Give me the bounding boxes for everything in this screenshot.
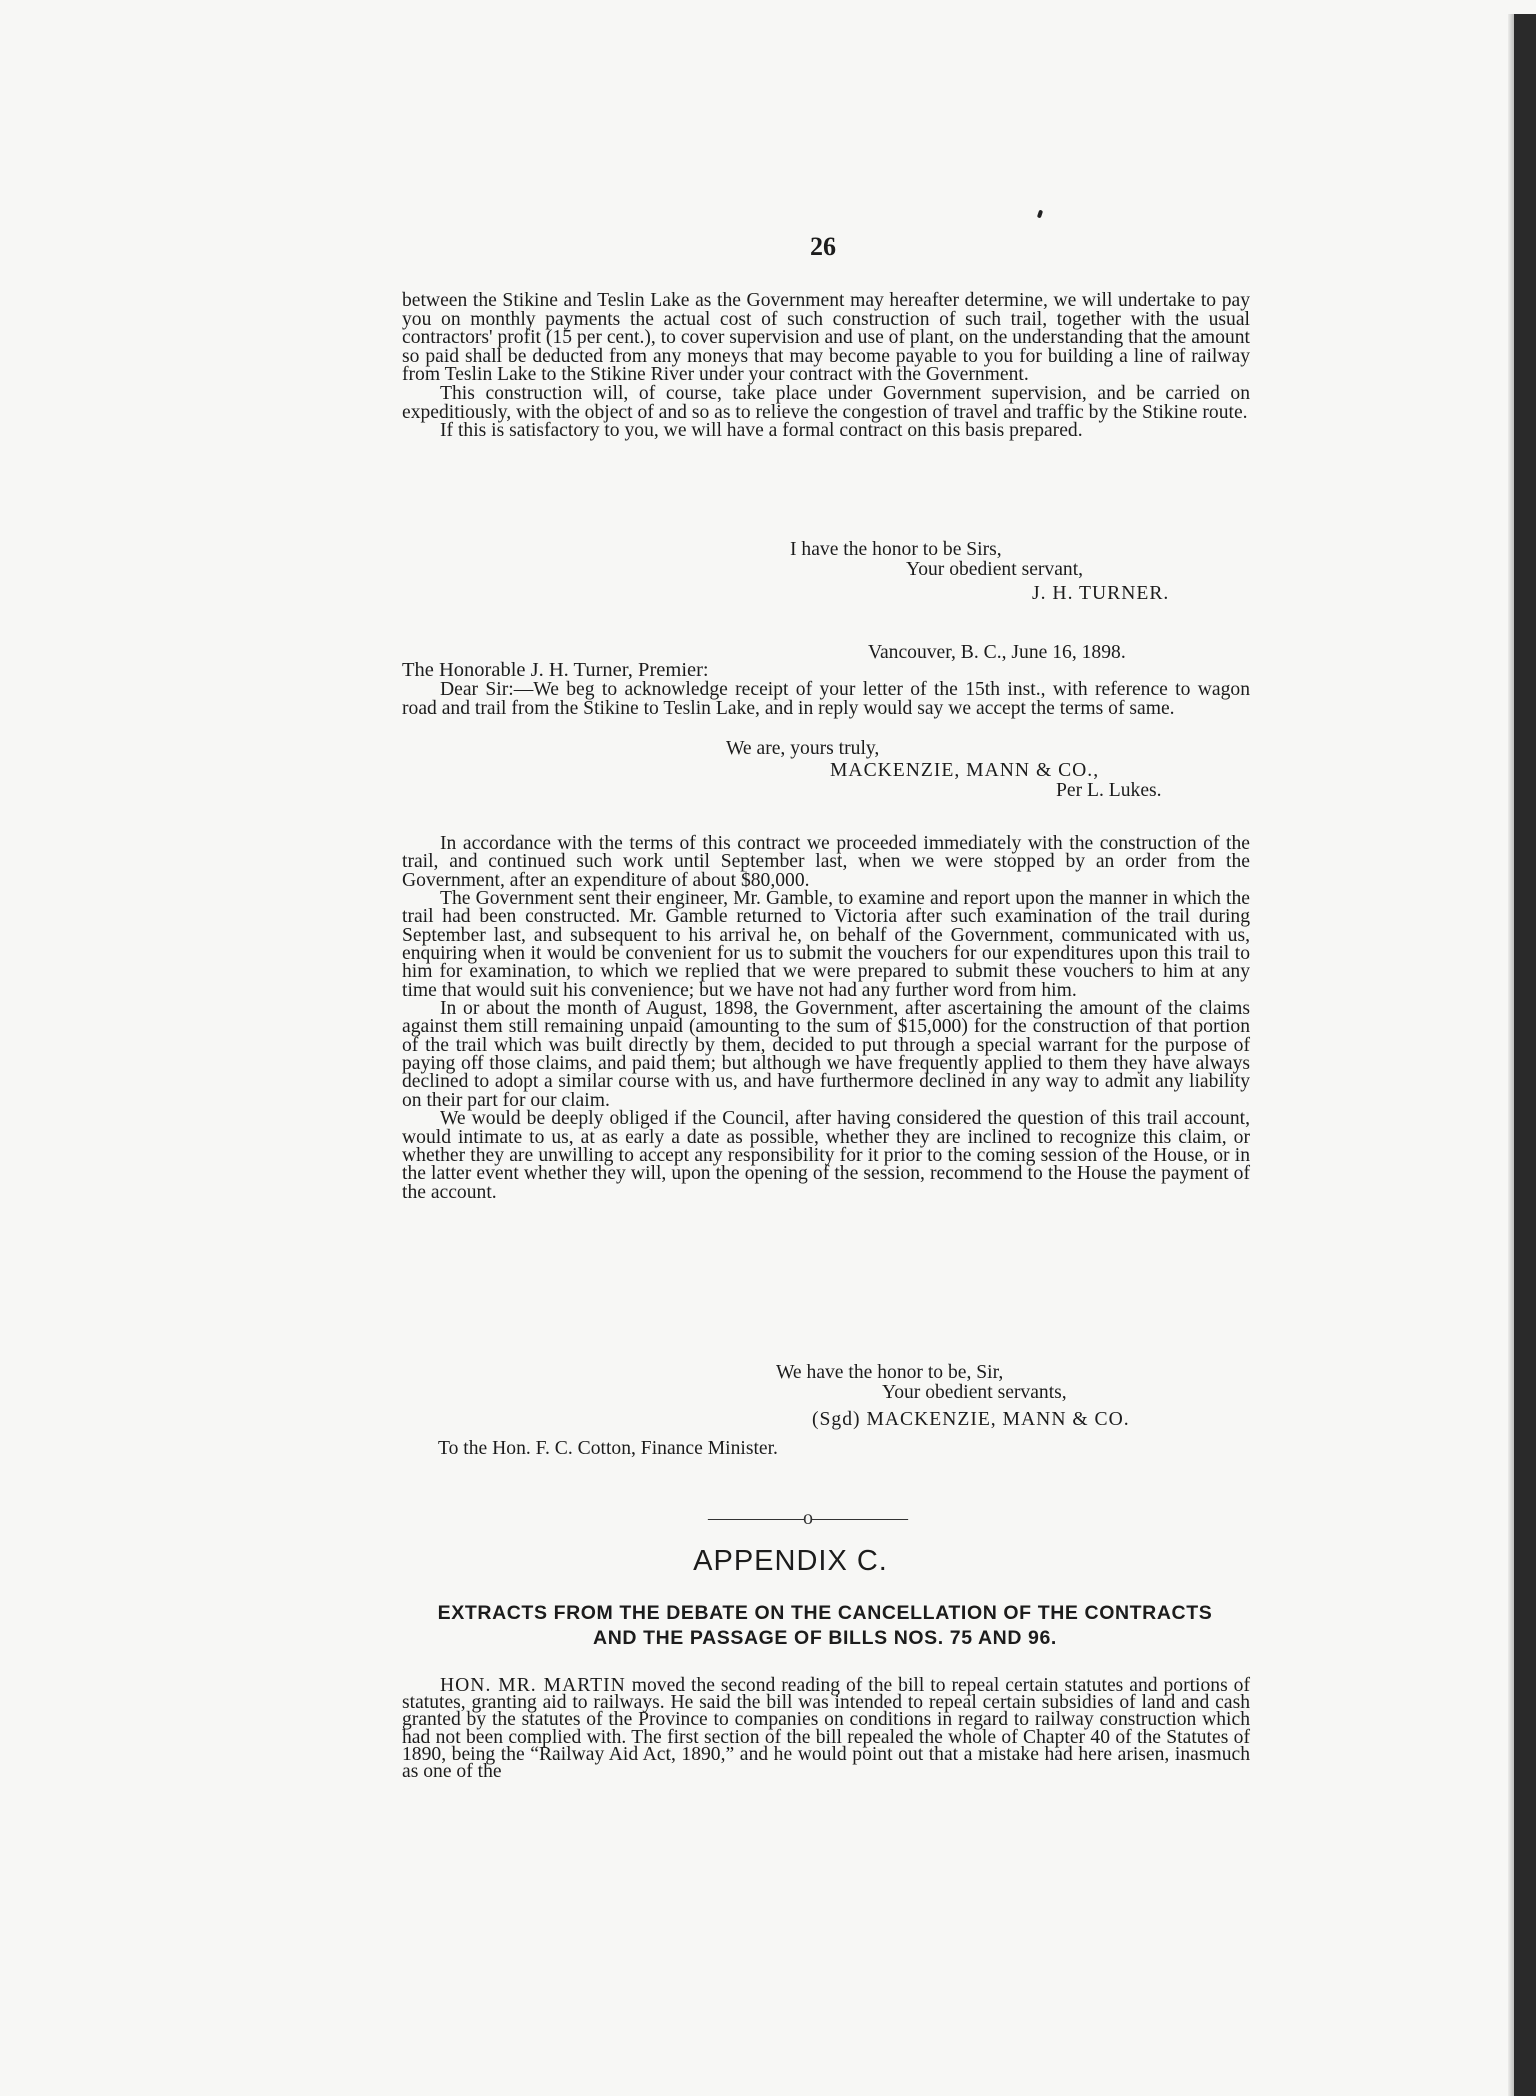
reply-place-date: Vancouver, B. C., June 16, 1898. bbox=[868, 642, 1126, 663]
appendix-subtitle bbox=[400, 1601, 1250, 1651]
turner-closing-2: Your obedient servant, bbox=[906, 559, 1084, 580]
page-number: 26 bbox=[810, 232, 836, 261]
reply-addressee: The Honorable J. H. Turner, Premier: bbox=[402, 659, 709, 681]
section-separator: —————o————— bbox=[708, 1507, 907, 1529]
turner-closing-1: I have the honor to be Sirs, bbox=[790, 539, 1002, 560]
appendix-body bbox=[402, 1675, 1250, 1783]
speaker-name: HON. MR. MARTIN bbox=[440, 1675, 626, 1696]
appendix-paragraph-text: moved the second reading of the bill to repeal certain statutes and portions of statutes, granting aid to railways. He said the bill was intended to repeal certain subsidies of land and cash granted by the statutes of the Province to companies on conditions in regard to railway construction which had not been complied with. The first section of the bill repealed the whole of Chapter 40 of the Statutes of 1890, being the “Railway Aid Act, 1890,” and he would point out that a mistake had here arisen, inasmuch as one of the bbox=[402, 1675, 1250, 1783]
turner-letter-body bbox=[402, 292, 1250, 441]
reply-closing: We are, yours truly, bbox=[726, 738, 880, 759]
main-closing-2: Your obedient servants, bbox=[882, 1382, 1067, 1403]
appendix-paragraph bbox=[402, 1675, 1250, 1783]
appendix-subtitle-line-2: AND THE PASSAGE OF BILLS NOS. 75 AND 96. bbox=[593, 1627, 1057, 1649]
reply-signature-1: MACKENZIE, MANN & CO., bbox=[830, 760, 1100, 781]
reply-body: Dear Sir:—We beg to acknowledge receipt of your letter of the 15th inst., with reference to wagon road and trail from the Stikine to Teslin Lake, and in reply would say we accept the terms of same. bbox=[402, 679, 1250, 719]
appendix-title: APPENDIX C. bbox=[693, 1545, 888, 1577]
reply-letter-body bbox=[402, 681, 1250, 718]
reply-signature-2: Per L. Lukes. bbox=[1056, 780, 1162, 801]
main-addressee: To the Hon. F. C. Cotton, Finance Minister. bbox=[438, 1438, 778, 1459]
turner-signature: J. H. TURNER. bbox=[1032, 583, 1170, 604]
main-paragraph-3: In or about the month of August, 1898, the Government, after ascertaining the amount of the claims against them still remaining unpaid (amounting to the sum of $15,000) for the construction of that portion of the trail which was built directly by them, decided to put through a special warrant for the purpose of paying off those claims, and paid them; but although we have frequently applied to them they have always declined to adopt a similar course with us, and have furthermore declined in any way to admit any liability on their part for our claim. bbox=[402, 998, 1250, 1111]
turner-paragraph-1: between the Stikine and Teslin Lake as the Government may hereafter determine, we will undertake to pay you on monthly payments the actual cost of such construction of such trail, together with the usual contractors' profit (15 per cent.), to cover supervision and use of plant, on the understanding that the amount so paid shall be deducted from any moneys that may become payable to you for building a line of railway from Teslin Lake to the Stikine River under your contract with the Government. bbox=[402, 290, 1251, 386]
appendix-subtitle-line-1: EXTRACTS FROM THE DEBATE ON THE CANCELLATION OF THE CONTRACTS bbox=[437, 1602, 1213, 1624]
main-closing-1: We have the honor to be, Sir, bbox=[776, 1362, 1004, 1383]
main-paragraph-1: In accordance with the terms of this contract we proceeded immediately with the construction of the trail, and continued such work until September last, when we were stopped by an order from the Government, after an expenditure of about $80,000. bbox=[402, 833, 1250, 891]
ink-speck bbox=[1037, 210, 1043, 219]
main-paragraph-4: We would be deeply obliged if the Council, after having considered the question of this trail account, would intimate to us, at as early a date as possible, whether they are inclined to recognize this claim, or whether they are unwilling to accept any responsibility for it prior to the coming session of the House, or in the latter event whether they will, upon the opening of the session, recommend to the House the payment of the account. bbox=[402, 1108, 1250, 1203]
main-signature: (Sgd) MACKENZIE, MANN & CO. bbox=[812, 1409, 1130, 1430]
main-letter-body bbox=[402, 835, 1250, 1202]
scan-edge-bar bbox=[1514, 14, 1536, 2096]
main-paragraph-2: The Government sent their engineer, Mr. Gamble, to examine and report upon the manner in which the trail had been constructed. Mr. Gamble returned to Victoria after such examination of the trail during September last, and subsequent to his arrival he, on behalf of the Government, communicated with us, enquiring when it would be convenient for us to submit the vouchers for our expenditures upon this trail to him for examination, to which we replied that we were prepared to submit these vouchers to him at any time that would suit his convenience; but we have not had any further word from him. bbox=[402, 888, 1250, 1001]
turner-paragraph-3: If this is satisfactory to you, we will have a formal contract on this basis prepared. bbox=[440, 420, 1083, 442]
turner-paragraph-2: This construction will, of course, take place under Government supervision, and be carried on expeditiously, with the object of and so as to relieve the congestion of travel and traffic by the Stikine route. bbox=[402, 382, 1250, 423]
